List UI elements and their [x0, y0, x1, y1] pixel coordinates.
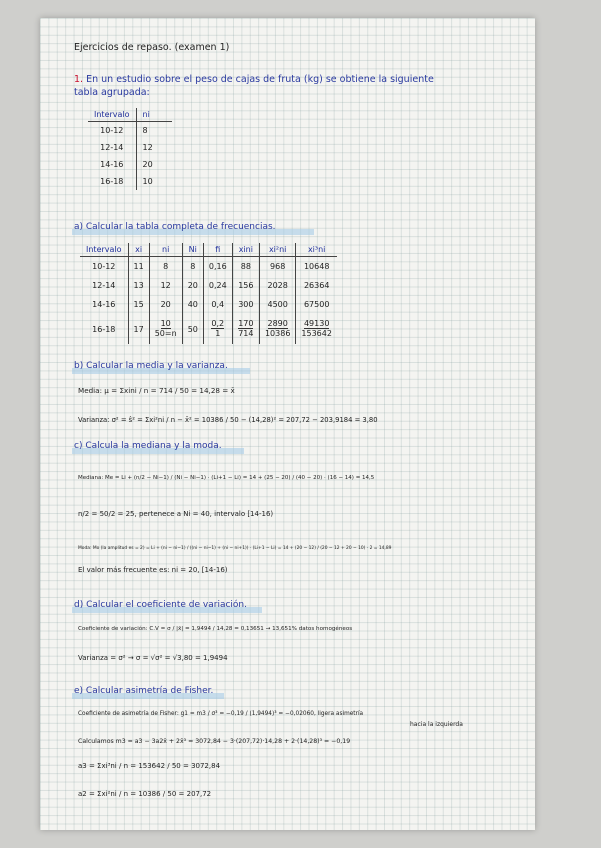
question-1-line-1	[74, 74, 434, 85]
table-cell: 10648	[303, 262, 330, 271]
mode-formula: Moda: Mo (la amplitud es = 2) = Li + (ni − ni−1) / ((ni − ni−1) + (ni − ni+1)) · (Li+1 − Li) = 14 + (20 − 12) / (20 − 12 + 20 − 10) · 2 = 14,89	[78, 546, 392, 551]
fisher-formula: Coeficiente de asimetría de Fisher: g1 = m3 / σ³ = −0,19 / (1,9494)³ = −0,02060, ligera asimetría	[78, 711, 364, 717]
a2-formula: a2 = Σxi²ni / n = 10386 / 50 = 207,72	[78, 790, 212, 798]
table-cell: 14-16	[88, 156, 136, 173]
frequency-table	[80, 243, 337, 344]
table-cell: 0,16	[203, 257, 232, 277]
cell-value: 49130	[303, 319, 330, 328]
table-header: xi²ni	[259, 243, 295, 257]
table-header-ni: ni	[136, 108, 172, 122]
table-cell: 8	[142, 126, 148, 135]
table-cell: 12	[149, 276, 182, 295]
total-xi3ni: 153642	[301, 329, 332, 338]
fisher-conclusion: hacia la izquierda	[410, 721, 463, 728]
table-cell: 8	[182, 257, 203, 277]
std-dev-formula: Varianza = σ² → σ = √σ² = √3,80 = 1,9494	[78, 654, 228, 662]
table-cell	[203, 314, 232, 344]
total-n: 50=n	[154, 329, 177, 338]
table-cell: 2028	[259, 276, 295, 295]
table-cell: 20	[142, 160, 153, 169]
table-row	[88, 139, 172, 156]
question-e-heading: e) Calcular asimetría de Fisher.	[74, 686, 214, 696]
table-cell	[232, 314, 259, 344]
table-cell: 16-18	[88, 173, 136, 190]
table-row	[80, 276, 337, 295]
table-header: ni	[149, 243, 182, 257]
table-header: xini	[232, 243, 259, 257]
table-cell: 12-14	[88, 139, 136, 156]
table-row	[80, 257, 337, 277]
total-f: 1	[215, 329, 221, 338]
table-cell: 968	[259, 257, 295, 277]
cell-value: 0,2	[211, 319, 225, 328]
table-row	[88, 173, 172, 190]
table-cell: 15	[128, 295, 149, 314]
a3-formula: a3 = Σxi³ni / n = 153642 / 50 = 3072,84	[78, 762, 221, 770]
table-cell: 16-18	[80, 314, 128, 344]
notebook-page	[40, 18, 535, 830]
table-cell: 13	[128, 276, 149, 295]
table-header: Ni	[182, 243, 203, 257]
cell-value: 10	[160, 319, 171, 328]
cell-value: 170	[238, 319, 254, 328]
table-cell: 67500	[303, 300, 330, 309]
question-a-heading: a) Calcular la tabla completa de frecuencias.	[74, 222, 276, 232]
total-xini: 714	[238, 329, 254, 338]
m3-formula: Calculamos m3 = a3 − 3a2x̄ + 2x̄³ = 3072,84 − 3·(207,72)·14,28 + 2·(14,28)³ = −0,19	[78, 738, 351, 745]
question-1-line-2: tabla agrupada:	[74, 87, 150, 98]
table-cell: 20	[149, 295, 182, 314]
page-title: Ejercicios de repaso. (examen 1)	[74, 42, 230, 53]
table-cell: 12	[142, 143, 153, 152]
table-cell: 88	[232, 257, 259, 277]
total-xi2ni: 10386	[264, 329, 291, 338]
table-header-interval: Intervalo	[88, 108, 136, 122]
cell-value: 2890	[267, 319, 288, 328]
table-row	[88, 122, 172, 140]
grouped-data-table	[88, 108, 172, 190]
table-cell: 300	[232, 295, 259, 314]
table-cell	[296, 314, 337, 344]
table-row	[88, 156, 172, 173]
table-cell: 20	[182, 276, 203, 295]
cv-formula: Coeficiente de variación: C.V = σ / |x̄| = 1,9494 / 14,28 = 0,13651 → 13,651% datos homogéneos	[78, 626, 353, 632]
table-header: xi³ni	[296, 243, 337, 257]
question-d-heading: d) Calcular el coeficiente de variación.	[74, 600, 247, 610]
median-formula: Mediana: Me = Li + (n/2 − Ni−1) / (Ni − Ni−1) · (Li+1 − Li) = 14 + (25 − 20) / (40 − 20) · (16 − 14) = 14,5	[78, 475, 375, 481]
table-cell: 26364	[303, 281, 330, 290]
table-header: xi	[128, 243, 149, 257]
table-cell: 8	[149, 257, 182, 277]
table-cell: 156	[232, 276, 259, 295]
mode-note: El valor más frecuente es: ni = 20, [14-16)	[78, 566, 228, 574]
table-cell: 0,24	[203, 276, 232, 295]
table-cell: 0,4	[203, 295, 232, 314]
variance-formula: Varianza: σ² = ŝ² = Σxi²ni / n − x̄² = 10386 / 50 − (14,28)² = 207,72 − 203,9184 = 3,80	[78, 416, 378, 424]
table-cell: 50	[182, 314, 203, 344]
table-cell: 12-14	[80, 276, 128, 295]
median-class-note: n/2 = 50/2 = 25, pertenece a Ni = 40, intervalo [14-16)	[78, 510, 274, 518]
question-c-heading: c) Calcula la mediana y la moda.	[74, 441, 222, 451]
table-row	[80, 295, 337, 314]
question-1-number: 1.	[74, 74, 84, 85]
table-cell	[259, 314, 295, 344]
table-header: Intervalo	[80, 243, 128, 257]
table-row	[80, 314, 337, 344]
table-cell: 40	[182, 295, 203, 314]
table-cell: 4500	[259, 295, 295, 314]
question-b-heading: b) Calcular la media y la varianza.	[74, 361, 228, 371]
table-cell: 17	[128, 314, 149, 344]
table-cell: 10-12	[88, 122, 136, 140]
table-cell: 14-16	[80, 295, 128, 314]
table-cell: 11	[128, 257, 149, 277]
mean-formula: Media: μ = Σxini / n = 714 / 50 = 14,28 = x̄	[78, 386, 235, 395]
question-1-text-1: En un estudio sobre el peso de cajas de fruta (kg) se obtiene la siguiente	[86, 74, 434, 85]
table-cell	[149, 314, 182, 344]
table-cell: 10-12	[80, 257, 128, 277]
table-cell: 10	[142, 177, 153, 186]
table-header: fi	[203, 243, 232, 257]
